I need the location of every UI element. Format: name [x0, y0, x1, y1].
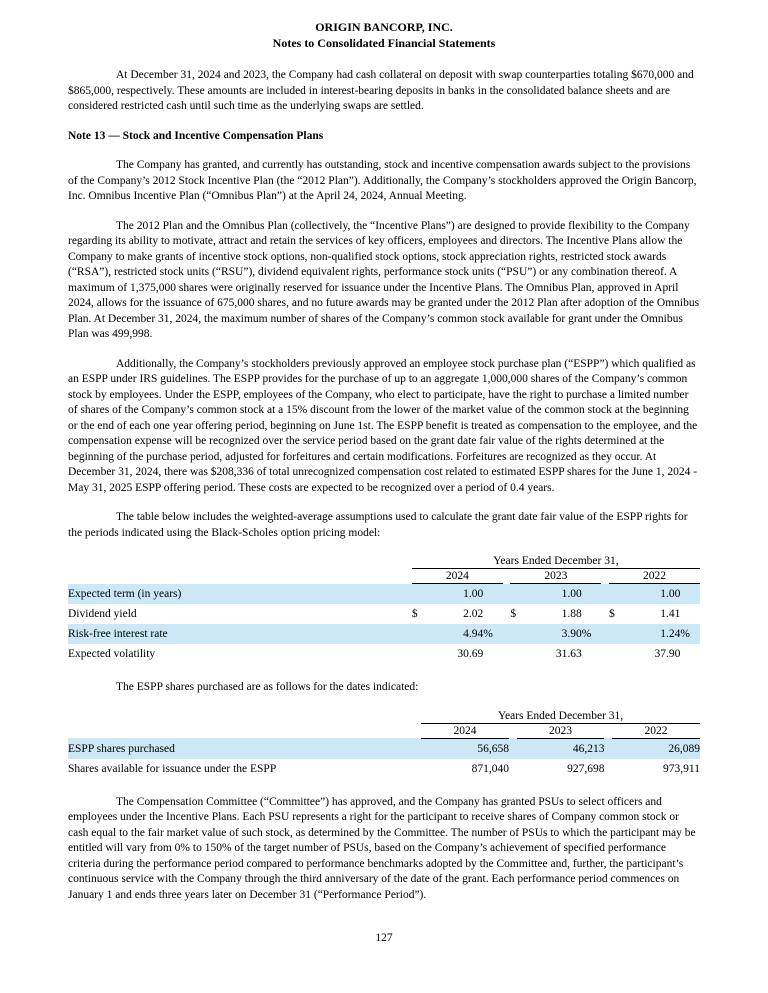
year-column-header: 2022	[612, 723, 700, 738]
col-gap	[601, 644, 609, 664]
row-label: Dividend yield	[68, 608, 137, 620]
cell-value: 3.90	[561, 628, 582, 640]
currency-symbol	[510, 584, 526, 605]
empty-cell	[68, 569, 412, 584]
col-gap	[503, 584, 511, 605]
table-caption: Years Ended December 31,	[421, 709, 700, 724]
percent-sign	[582, 584, 602, 605]
col-gap	[503, 644, 511, 664]
psu-paragraph: The Compensation Committee (“Committee”) has approved, and the Company has granted PSUs to select officers and employees under the Incentive Plans. Each PSU represents a right for the participant to receive shares of Company common stock or cash equal to the fair market value of such stock, as determined by the Committee. The number of PSUs to which the participant may be entitled will vary from 0% to 150% of the target number of PSUs, based on the Company’s achievement of specified performance criteria during the performance period compared to performance benchmarks adopted by the Committee and, further, the participant’s continuous service with the Company through the third anniversary of the date of the grant. Each performance period commences on January 1 and ends three years later on December 31 (“Performance Period”).	[68, 795, 696, 901]
percent-sign: %	[483, 628, 493, 640]
cell-value: 1.88	[561, 608, 582, 620]
table-caption: Years Ended December 31,	[412, 554, 700, 569]
document-subtitle: Notes to Consolidated Financial Statements	[272, 36, 496, 50]
currency-symbol	[609, 644, 625, 664]
col-gap	[604, 738, 612, 759]
row-label: Shares available for issuance under the ESPP	[68, 762, 277, 775]
document-header	[68, 19, 700, 51]
percent-sign	[582, 644, 602, 664]
intro-paragraph: At December 31, 2024 and 2023, the Company had cash collateral on deposit with swap counterparties totaling $670,000 and $865,000, respectively. These amounts are included in interest-bearing deposits in banks in the consolidated balance sheets and are considered restricted cash until such time as the underlying swaps are settled.	[68, 69, 694, 112]
empty-cell	[68, 709, 421, 724]
cell-value: 1.41	[660, 608, 681, 620]
year-column-header: 2023	[517, 723, 605, 738]
col-gap	[601, 604, 609, 624]
espp-shares-table	[68, 709, 700, 779]
table-row	[68, 759, 700, 779]
cell-value: 871,040	[471, 762, 509, 775]
row-label: Expected term (in years)	[68, 588, 182, 600]
cell-value: 2.02	[463, 608, 484, 620]
percent-sign: %	[680, 628, 690, 640]
espp-table-intro: The ESPP shares purchased are as follows for the dates indicated:	[116, 681, 419, 693]
cell-value: 56,658	[477, 742, 509, 755]
note-13-paragraph-3: Additionally, the Company’s stockholders previously approved an employee stock purchase plan (“ESPP”) which qualified as an ESPP under IRS guidelines. The ESPP provides for the purchase of up to an aggregate 1,000,000 shares of the Company’s common stock by employees. Under the ESPP, employees of the Company, who elect to participate, have the right to purchase a limited number of shares of the Company’s common stock at a 15% discount from the lower of the market value of the common stock at the beginning or the end of each one year offering period, beginning on June 1st. The ESPP benefit is treated as compensation to the employee, and the compensation expense will be recognized over the service period based on the grant date fair value of the rights determined at the beginning of the purchase period, adjusted for forfeitures and certain modifications. Forfeitures are recognized as they occur. At December 31, 2024, there was $208,336 of total unrecognized compensation cost related to estimated ESPP shares for the June 1, 2024 - May 31, 2025 ESPP offering period. These costs are expected to be recognized over a period of 0.4 years.	[68, 357, 698, 494]
col-gap	[509, 723, 517, 738]
col-gap	[503, 624, 511, 644]
currency-symbol	[412, 624, 428, 644]
percent-sign	[680, 604, 700, 624]
table-caption-row	[68, 554, 700, 569]
note-13-paragraph-4: The table below includes the weighted-average assumptions used to calculate the grant date fair value of the ESPP rights for the periods indicated using the Black-Scholes option pricing model:	[68, 511, 688, 539]
year-column-header: 2023	[510, 569, 601, 584]
cell-value: 1.00	[660, 588, 681, 600]
percent-sign	[483, 644, 503, 664]
currency-symbol	[510, 644, 526, 664]
cell-value: 927,698	[567, 762, 605, 775]
percent-sign	[582, 604, 602, 624]
col-gap	[601, 569, 609, 584]
table-year-header-row	[68, 569, 700, 584]
cell-value: 4.94	[463, 628, 484, 640]
year-column-header: 2022	[609, 569, 700, 584]
col-gap	[604, 723, 612, 738]
cell-value: 46,213	[572, 742, 605, 755]
cell-value: 37.90	[654, 648, 681, 660]
currency-symbol: $	[510, 608, 517, 620]
currency-symbol: $	[608, 608, 615, 620]
cell-value: 26,089	[668, 742, 700, 755]
percent-sign	[483, 584, 503, 605]
table-row	[68, 738, 700, 759]
row-label: ESPP shares purchased	[68, 742, 175, 755]
currency-symbol	[609, 584, 625, 605]
col-gap	[509, 759, 517, 779]
year-column-header: 2024	[412, 569, 503, 584]
cell-value: 973,911	[663, 762, 700, 775]
percent-sign	[483, 604, 503, 624]
table-row	[68, 624, 700, 644]
table-caption-row	[68, 709, 700, 724]
cell-value: 30.69	[457, 648, 484, 660]
col-gap	[601, 584, 609, 605]
empty-cell	[68, 723, 421, 738]
company-title: ORIGIN BANCORP, INC.	[315, 20, 453, 34]
note-13-heading: Note 13 — Stock and Incentive Compensation Plans	[68, 129, 324, 142]
col-gap	[604, 759, 612, 779]
row-label: Expected volatility	[68, 648, 156, 660]
cell-value: 1.00	[561, 588, 582, 600]
row-label: Risk-free interest rate	[68, 628, 168, 640]
cell-value: 1.00	[463, 588, 484, 600]
col-gap	[509, 738, 517, 759]
currency-symbol: $	[411, 608, 418, 620]
note-13-paragraph-1: The Company has granted, and currently has outstanding, stock and incentive compensation awards subject to the provisions of the Company’s 2012 Stock Incentive Plan (the “2012 Plan”). Additionally, the Company’s stockholders approved the Origin Bancorp, Inc. Omnibus Incentive Plan (“Omnibus Plan”) at the April 24, 2024, Annual Meeting.	[68, 159, 697, 202]
year-column-header: 2024	[421, 723, 509, 738]
percent-sign: %	[581, 628, 592, 640]
cell-value: 31.63	[555, 648, 582, 660]
table-row	[68, 584, 700, 605]
table-year-header-row	[68, 723, 700, 738]
currency-symbol	[412, 584, 428, 605]
espp-assumptions-table	[68, 554, 700, 664]
page-number: 127	[375, 932, 393, 944]
currency-symbol	[412, 644, 428, 664]
col-gap	[503, 604, 511, 624]
percent-sign	[680, 584, 700, 605]
cell-value: 1.24	[660, 628, 681, 640]
empty-cell	[68, 554, 412, 569]
col-gap	[503, 569, 511, 584]
currency-symbol	[609, 624, 625, 644]
col-gap	[601, 624, 609, 644]
note-13-paragraph-2: The 2012 Plan and the Omnibus Plan (collectively, the “Incentive Plans”) are designed to provide flexibility to the Company regarding its ability to motivate, attract and retain the services of key officers, employees and directors. The Incentive Plans allow the Company to make grants of incentive stock options, non-qualified stock options, stock appreciation rights, restricted stock awards (“RSA”), restricted stock units (“RSU”), dividend equivalent rights, performance stock units (“PSU”) or any combination thereof. A maximum of 1,375,000 shares were originally reserved for issuance under the Incentive Plans. The Omnibus Plan, approved in April 2024, allows for the issuance of 675,000 shares, and no future awards may be granted under the 2012 Plan after adoption of the Omnibus Plan. At December 31, 2024, the maximum number of shares of the Company’s common stock available for grant under the Omnibus Plan was 499,998.	[68, 219, 700, 340]
table-row	[68, 644, 700, 664]
currency-symbol	[510, 624, 526, 644]
table-row	[68, 604, 700, 624]
percent-sign	[680, 644, 700, 664]
